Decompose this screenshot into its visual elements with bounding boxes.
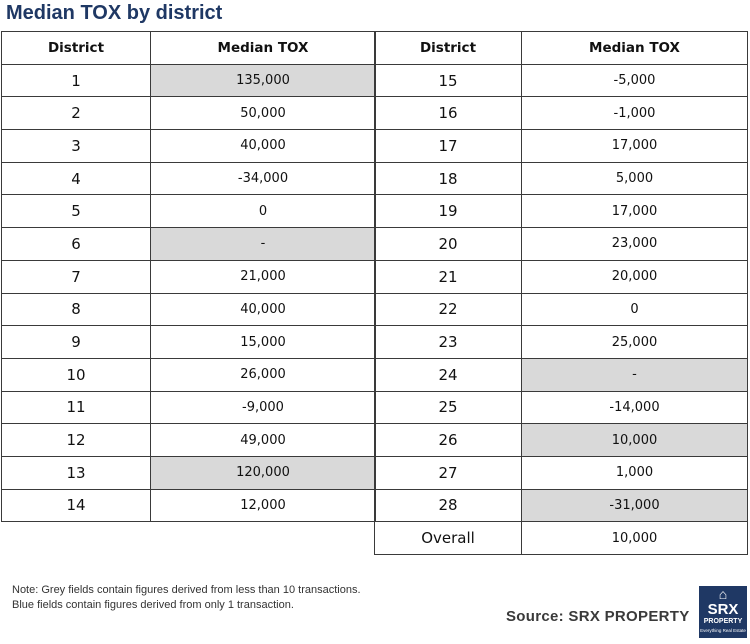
table-row	[375, 97, 748, 130]
median-tox-cell: 0	[522, 293, 748, 326]
median-tox-cell: -9,000	[151, 391, 376, 424]
median-tox-cell: 50,000	[151, 97, 376, 130]
district-cell: 15	[375, 64, 522, 97]
table-row	[2, 326, 376, 359]
table-header-row	[375, 32, 748, 65]
median-tox-cell: -5,000	[522, 64, 748, 97]
table-row	[375, 456, 748, 489]
median-tox-cell: 49,000	[151, 424, 376, 457]
table-row	[2, 97, 376, 130]
district-cell: 28	[375, 489, 522, 522]
median-tox-cell: -1,000	[522, 97, 748, 130]
footnote-grey: Note: Grey fields contain figures derived from less than 10 transactions.	[12, 584, 361, 596]
table-row	[375, 64, 748, 97]
median-tox-cell: 1,000	[522, 456, 748, 489]
district-cell: 22	[375, 293, 522, 326]
median-tox-cell: 21,000	[151, 260, 376, 293]
house-icon: ⌂	[718, 586, 728, 602]
district-cell: 12	[2, 424, 151, 457]
median-tox-cell: 17,000	[522, 130, 748, 163]
median-tox-cell: -	[151, 228, 376, 261]
district-cell: 9	[2, 326, 151, 359]
table-row	[375, 130, 748, 163]
district-cell: 7	[2, 260, 151, 293]
median-tox-cell: 15,000	[151, 326, 376, 359]
table-row	[375, 391, 748, 424]
median-tox-cell: 12,000	[151, 489, 376, 522]
overall-row	[375, 522, 748, 555]
column-header-district: District	[375, 32, 522, 65]
table-row	[375, 358, 748, 391]
median-tox-cell: 25,000	[522, 326, 748, 359]
median-tox-cell: 5,000	[522, 162, 748, 195]
table-row	[2, 358, 376, 391]
table-row	[375, 489, 748, 522]
median-tox-cell: 20,000	[522, 260, 748, 293]
table-row	[2, 162, 376, 195]
median-tox-cell: 23,000	[522, 228, 748, 261]
table-right	[374, 31, 748, 555]
district-cell: 8	[2, 293, 151, 326]
district-cell: 13	[2, 456, 151, 489]
table-row	[2, 130, 376, 163]
district-cell: 16	[375, 97, 522, 130]
district-cell: 10	[2, 358, 151, 391]
table-row	[2, 391, 376, 424]
table-row	[375, 162, 748, 195]
district-cell: 23	[375, 326, 522, 359]
footnote-blue: Blue fields contain figures derived from only 1 transaction.	[12, 599, 294, 611]
logo-line1: SRX	[707, 601, 739, 618]
district-cell: 2	[2, 97, 151, 130]
district-cell: 24	[375, 358, 522, 391]
median-tox-cell: 0	[151, 195, 376, 228]
overall-value: 10,000	[522, 522, 748, 555]
table-row	[2, 293, 376, 326]
table-row	[2, 260, 376, 293]
table-row	[2, 228, 376, 261]
logo-line2: PROPERTY	[703, 618, 743, 625]
district-cell: 18	[375, 162, 522, 195]
median-tox-cell: 10,000	[522, 424, 748, 457]
median-tox-cell: -	[522, 358, 748, 391]
district-cell: 26	[375, 424, 522, 457]
page-title: Median TOX by district	[6, 2, 223, 24]
table-row	[2, 195, 376, 228]
logo-line3: Everything Real Estate	[700, 628, 746, 633]
median-tox-cell: -34,000	[151, 162, 376, 195]
median-tox-cell: 17,000	[522, 195, 748, 228]
district-cell: 25	[375, 391, 522, 424]
district-cell: 14	[2, 489, 151, 522]
district-cell: 1	[2, 64, 151, 97]
district-cell: 17	[375, 130, 522, 163]
column-header-district: District	[2, 32, 151, 65]
overall-label: Overall	[375, 522, 522, 555]
district-cell: 5	[2, 195, 151, 228]
table-row	[375, 260, 748, 293]
table-row	[375, 326, 748, 359]
median-tox-cell: 40,000	[151, 293, 376, 326]
srx-logo	[699, 586, 747, 638]
column-header-median-tox: Median TOX	[522, 32, 748, 65]
median-tox-cell: 120,000	[151, 456, 376, 489]
district-cell: 11	[2, 391, 151, 424]
table-left	[1, 31, 376, 522]
table-row	[375, 424, 748, 457]
table-header-row	[2, 32, 376, 65]
district-cell: 4	[2, 162, 151, 195]
median-tox-cell: -14,000	[522, 391, 748, 424]
table-row	[2, 424, 376, 457]
district-cell: 27	[375, 456, 522, 489]
district-cell: 20	[375, 228, 522, 261]
table-row	[2, 456, 376, 489]
table-row	[375, 228, 748, 261]
table-row	[375, 195, 748, 228]
table-row	[375, 293, 748, 326]
median-tox-cell: 40,000	[151, 130, 376, 163]
median-tox-cell: 135,000	[151, 64, 376, 97]
source-label: Source: SRX PROPERTY	[506, 608, 690, 625]
median-tox-cell: -31,000	[522, 489, 748, 522]
district-cell: 6	[2, 228, 151, 261]
district-cell: 19	[375, 195, 522, 228]
district-cell: 3	[2, 130, 151, 163]
table-row	[2, 489, 376, 522]
median-tox-cell: 26,000	[151, 358, 376, 391]
column-header-median-tox: Median TOX	[151, 32, 376, 65]
table-row	[2, 64, 376, 97]
district-cell: 21	[375, 260, 522, 293]
